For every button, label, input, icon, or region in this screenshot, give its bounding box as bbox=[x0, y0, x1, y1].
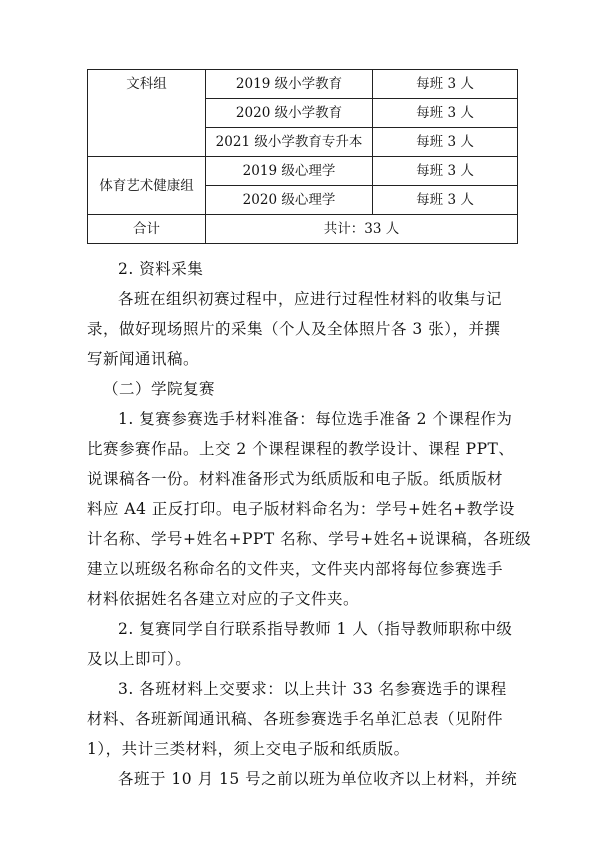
text-line: 写新闻通讯稿。 bbox=[87, 350, 200, 368]
major-cell: 2019 级小学教育 bbox=[206, 70, 373, 99]
text-line: 计名称、学号+姓名+PPT 名称、学号+姓名+说课稿，各班级 bbox=[87, 530, 532, 548]
table-total-row bbox=[88, 215, 518, 244]
text-line: 材料、各班新闻通讯稿、各班参赛选手名单汇总表（见附件 bbox=[87, 710, 504, 728]
major-cell: 2019 级心理学 bbox=[206, 157, 373, 186]
group-cell-sports-arts-health: 体育艺术健康组 bbox=[88, 157, 206, 215]
paragraph-data-collection bbox=[87, 284, 519, 374]
text-line: 1. 复赛参赛选手材料准备：每位选手准备 2 个课程作为 bbox=[118, 410, 513, 428]
paragraph-item-3 bbox=[87, 674, 519, 764]
paragraph-item-2 bbox=[87, 614, 519, 674]
text-line: 3. 各班材料上交要求：以上共计 33 名参赛选手的课程 bbox=[118, 680, 507, 698]
group-cell-liberal-arts: 文科组 bbox=[88, 70, 206, 157]
table-row bbox=[88, 70, 518, 99]
major-cell: 2020 级小学教育 bbox=[206, 99, 373, 128]
quota-cell: 每班 3 人 bbox=[373, 70, 518, 99]
quota-cell: 每班 3 人 bbox=[373, 186, 518, 215]
text-line: 录，做好现场照片的采集（个人及全体照片各 3 张），并撰 bbox=[87, 320, 501, 338]
major-cell: 2021 级小学教育专升本 bbox=[206, 128, 373, 157]
text-line: 各班于 10 月 15 号之前以班为单位收齐以上材料，并统 bbox=[118, 770, 518, 788]
major-cell: 2020 级心理学 bbox=[206, 186, 373, 215]
section-heading-college-round: （二）学院复赛 bbox=[103, 380, 216, 398]
total-value-cell: 共计：33 人 bbox=[206, 215, 518, 244]
text-line: 1），共计三类材料，须上交电子版和纸质版。 bbox=[87, 740, 410, 758]
text-line: 说课稿各一份。材料准备形式为纸质版和电子版。纸质版材 bbox=[87, 470, 504, 488]
total-label-cell: 合计 bbox=[88, 215, 206, 244]
text-line: 2. 复赛同学自行联系指导教师 1 人（指导教师职称中级 bbox=[118, 620, 513, 638]
section-heading-data-collection: 2. 资料采集 bbox=[118, 260, 204, 278]
text-line: 建立以班级名称命名的文件夹，文件夹内部将每位参赛选手 bbox=[87, 560, 504, 578]
quota-cell: 每班 3 人 bbox=[373, 157, 518, 186]
text-line: 及以上即可）。 bbox=[87, 650, 192, 668]
text-line: 材料依据姓名各建立对应的子文件夹。 bbox=[87, 590, 360, 608]
quota-cell: 每班 3 人 bbox=[373, 128, 518, 157]
text-line: 料应 A4 正反打印。电子版材料命名为：学号+姓名+教学设 bbox=[87, 500, 515, 518]
document-body bbox=[87, 254, 532, 794]
paragraph-item-1 bbox=[87, 404, 532, 614]
paragraph-item-4 bbox=[87, 764, 519, 794]
table-row bbox=[88, 157, 518, 186]
quota-table bbox=[87, 69, 518, 244]
quota-cell: 每班 3 人 bbox=[373, 99, 518, 128]
text-line: 各班在组织初赛过程中，应进行过程性材料的收集与记 bbox=[118, 290, 503, 308]
text-line: 比赛参赛作品。上交 2 个课程课程的教学设计、课程 PPT、 bbox=[87, 440, 515, 458]
